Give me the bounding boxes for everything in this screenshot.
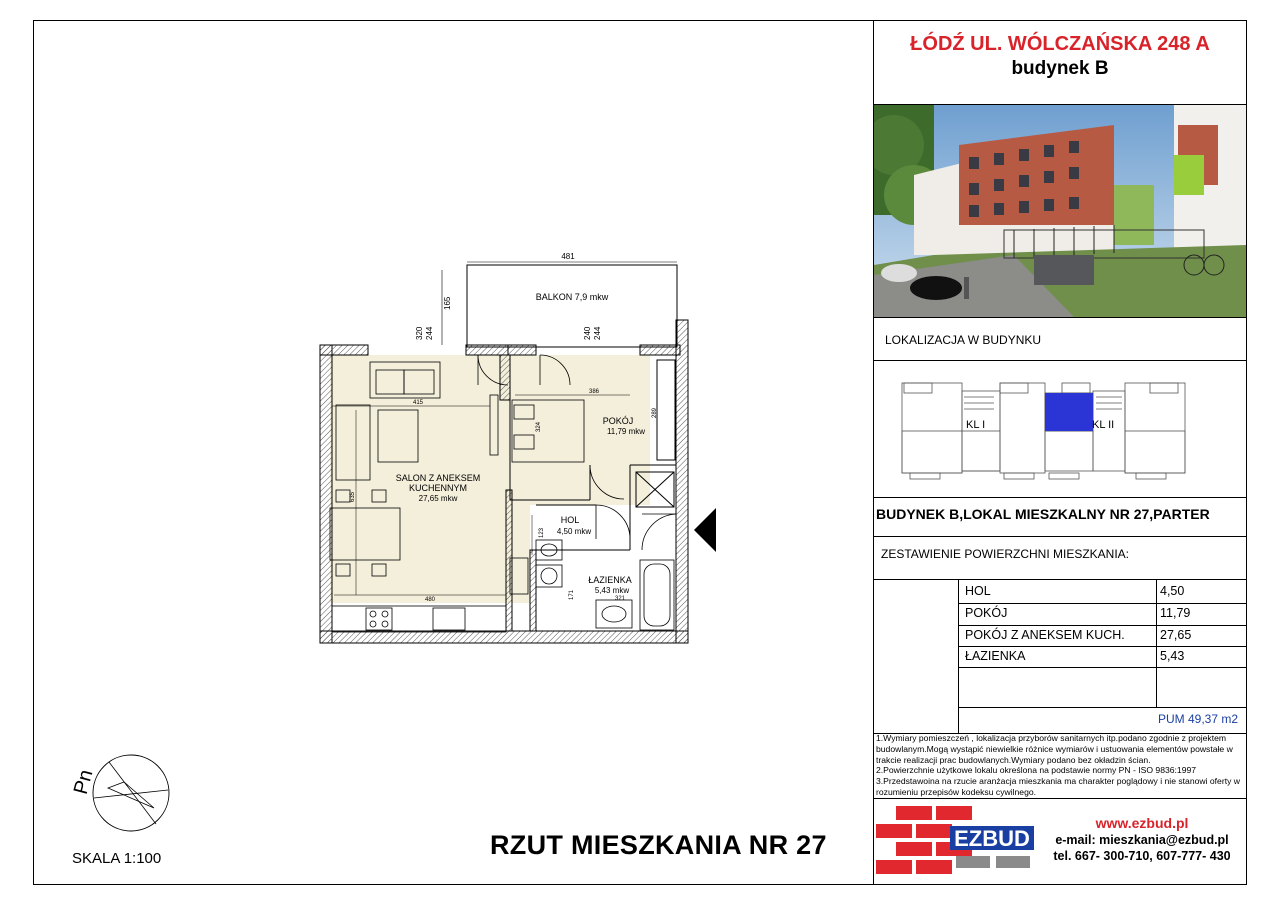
- table-row-value: 5,43: [1160, 649, 1185, 663]
- dim-480: 480: [424, 597, 436, 603]
- building-render-image: [874, 105, 1246, 317]
- dim-289: 289: [652, 407, 658, 418]
- scale-label: SKALA 1:100: [72, 850, 162, 867]
- summary-title: ZESTAWIENIE POWIERZCHNI MIESZKANIA:: [881, 547, 1130, 561]
- table-row-value: 27,65: [1160, 628, 1192, 642]
- dim-123: 123: [539, 527, 545, 538]
- dim-415: 415: [412, 400, 424, 406]
- dim-244b: 244: [593, 326, 602, 340]
- bath-label: ŁAZIENKA: [588, 575, 632, 585]
- logo-text: EZBUD: [954, 826, 1030, 851]
- room-label: POKÓJ: [602, 416, 634, 426]
- dim-165: 165: [443, 296, 452, 310]
- table-row-line: [958, 625, 1246, 626]
- north-arrow: [64, 748, 184, 838]
- unit-highlight: [1045, 393, 1093, 431]
- pum-total: PUM 49,37 m2: [1158, 712, 1239, 726]
- entrance-arrow: [694, 508, 716, 552]
- balcony-label: BALKON 7,9 mkw: [535, 292, 609, 302]
- table-col-line: [1156, 579, 1157, 707]
- table-row-line: [958, 646, 1246, 647]
- website-link[interactable]: www.ezbud.pl: [1095, 815, 1189, 831]
- divider: [873, 798, 1247, 799]
- table-row-name: POKÓJ Z ANEKSEM KUCH.: [965, 628, 1125, 642]
- divider: [873, 317, 1247, 318]
- table-row-name: ŁAZIENKA: [965, 649, 1026, 663]
- address-title: ŁÓDŹ UL. WÓLCZAŃSKA 248 A: [910, 33, 1210, 55]
- table-row-line: [958, 707, 1246, 708]
- phone-text: tel. 667- 300-710, 607-777- 430: [1053, 849, 1231, 863]
- divider: [873, 497, 1247, 498]
- salon-area: 27,65 mkw: [418, 494, 458, 503]
- salon-label-2: KUCHENNYM: [408, 483, 468, 493]
- floor-plan: [300, 240, 720, 660]
- dim-320: 320: [415, 326, 424, 340]
- building-location-plan: [874, 361, 1246, 497]
- dim-481: 481: [561, 252, 575, 261]
- dim-324: 324: [536, 421, 542, 432]
- plan-title: RZUT MIESZKANIA NR 27: [490, 830, 827, 860]
- hall-area: 4,50 mkw: [556, 527, 592, 536]
- stair-label-1: KL I: [966, 419, 986, 431]
- dim-171: 171: [569, 589, 575, 600]
- divider: [873, 579, 1247, 580]
- location-label: LOKALIZACJA W BUDYNKU: [885, 333, 1042, 347]
- north-label: Pn: [69, 767, 98, 797]
- email-link[interactable]: e-mail: mieszkania@ezbud.pl: [1055, 833, 1229, 847]
- table-row-name: POKÓJ: [965, 606, 1008, 620]
- hall-label: HOL: [560, 515, 580, 525]
- unit-title: BUDYNEK B,LOKAL MIESZKALNY NR 27,PARTER: [876, 506, 1210, 522]
- table-row-value: 11,79: [1160, 606, 1191, 620]
- dim-240: 240: [583, 326, 592, 340]
- ezbud-logo: [874, 804, 1036, 876]
- table-row-value: 4,50: [1160, 584, 1185, 598]
- bath-area: 5,43 mkw: [594, 586, 630, 595]
- room-area: 11,79 mkw: [606, 427, 646, 436]
- note-3: 3.Przedstawoina na rzucie aranżacja mieszkania ma charakter poglądowy i nie stanowi oferty w rozumieniu przepisów kodeksu cywilnego.: [876, 776, 1240, 797]
- dim-386: 386: [588, 389, 600, 395]
- building-title: budynek B: [1011, 58, 1109, 79]
- table-row-name: HOL: [965, 584, 991, 598]
- dim-244: 244: [425, 326, 434, 340]
- salon-label-1: SALON Z ANEKSEM: [395, 473, 481, 483]
- notes: [876, 733, 1246, 798]
- note-2: 2.Powierzchnie użytkowe lokalu określona na podstawie normy PN - ISO 9836:1997: [876, 765, 1197, 776]
- dim-635: 635: [350, 491, 356, 502]
- stair-label-2: KL II: [1092, 419, 1115, 431]
- note-1: 1.Wymiary pomieszczeń , lokalizacja przyborów sanitarnych itp.podano zgodnie z projektem budowlanym.Mogą wystąpić niewielkie różnice wymiarów i ustuowania elementów powstałe w trakcie realizacji prac budowlanych.Wymiary podano bez okładzin ścian.: [876, 733, 1233, 765]
- table-row-line: [958, 603, 1246, 604]
- dim-321: 321: [614, 596, 626, 602]
- divider: [873, 536, 1247, 537]
- table-row-line: [958, 667, 1246, 668]
